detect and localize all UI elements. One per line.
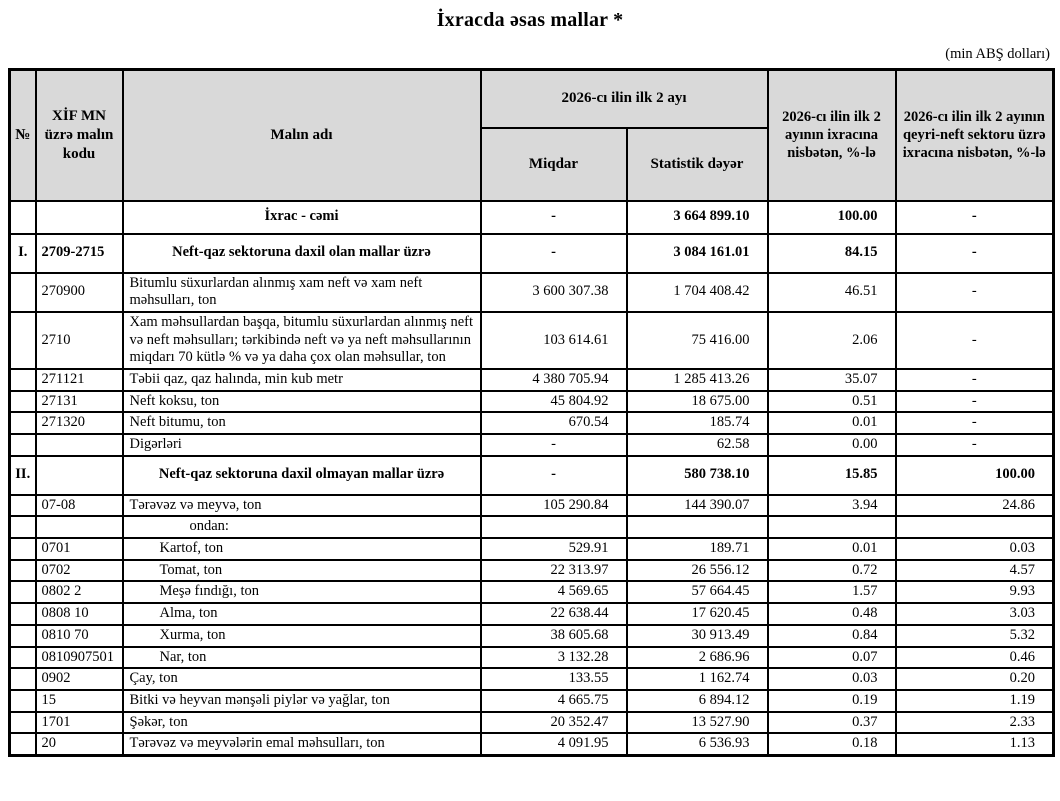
cell-name: Şəkər, ton xyxy=(123,712,481,734)
header-code: XİF MN üzrə malın kodu xyxy=(36,70,123,201)
cell-name: Xam məhsullardan başqa, bitumlu süxurlardan alınmış neft və neft məhsulları; tərkibində neft və ya neft məhsullarının miqdarı 70 kütlə % və ya daha çox olan məhsullar, ton xyxy=(123,312,481,369)
cell-value: 144 390.07 xyxy=(627,495,768,517)
cell-code: 20 xyxy=(36,733,123,755)
cell-value: 13 527.90 xyxy=(627,712,768,734)
cell-code xyxy=(36,516,123,538)
cell-share-total xyxy=(768,516,896,538)
cell-name: Digərləri xyxy=(123,434,481,456)
cell-share-nonoil: - xyxy=(896,312,1054,369)
cell-name: Alma, ton xyxy=(123,603,481,625)
cell-code xyxy=(36,201,123,234)
cell-share-nonoil: - xyxy=(896,369,1054,391)
header-share-nonoil: 2026-cı ilin ilk 2 ayının qeyri-neft sektoru üzrə ixracına nisbətən, %-lə xyxy=(896,70,1054,201)
cell-quantity: 4 091.95 xyxy=(481,733,627,755)
cell-num xyxy=(10,516,36,538)
table-row xyxy=(10,625,1054,647)
table-row xyxy=(10,712,1054,734)
cell-name: Meşə fındığı, ton xyxy=(123,581,481,603)
cell-num xyxy=(10,712,36,734)
cell-share-nonoil: - xyxy=(896,273,1054,312)
cell-code: 0902 xyxy=(36,668,123,690)
table-row xyxy=(10,516,1054,538)
cell-share-nonoil: - xyxy=(896,201,1054,234)
cell-code: 270900 xyxy=(36,273,123,312)
cell-share-total: 0.00 xyxy=(768,434,896,456)
cell-share-nonoil: 24.86 xyxy=(896,495,1054,517)
cell-name: İxrac - cəmi xyxy=(123,201,481,234)
cell-code: 0810907501 xyxy=(36,647,123,669)
cell-quantity: 3 132.28 xyxy=(481,647,627,669)
cell-code xyxy=(36,456,123,495)
cell-code: 27131 xyxy=(36,391,123,413)
cell-quantity: 133.55 xyxy=(481,668,627,690)
table-row xyxy=(10,495,1054,517)
cell-code: 0808 10 xyxy=(36,603,123,625)
table-row xyxy=(10,603,1054,625)
cell-value: 3 084 161.01 xyxy=(627,234,768,273)
cell-code: 0701 xyxy=(36,538,123,560)
cell-code: 15 xyxy=(36,690,123,712)
cell-share-nonoil: - xyxy=(896,434,1054,456)
table-row xyxy=(10,201,1054,234)
table-row xyxy=(10,434,1054,456)
table-row xyxy=(10,456,1054,495)
cell-num xyxy=(10,581,36,603)
cell-share-total: 2.06 xyxy=(768,312,896,369)
cell-num xyxy=(10,369,36,391)
cell-quantity: 105 290.84 xyxy=(481,495,627,517)
cell-value: 1 162.74 xyxy=(627,668,768,690)
cell-name: ondan: xyxy=(123,516,481,538)
cell-name: Xurma, ton xyxy=(123,625,481,647)
header-share-total: 2026-cı ilin ilk 2 ayının ixracına nisbətən, %-lə xyxy=(768,70,896,201)
cell-share-total: 0.19 xyxy=(768,690,896,712)
cell-share-nonoil: 4.57 xyxy=(896,560,1054,582)
cell-quantity: - xyxy=(481,456,627,495)
cell-num xyxy=(10,273,36,312)
cell-quantity: 670.54 xyxy=(481,412,627,434)
cell-value: 3 664 899.10 xyxy=(627,201,768,234)
cell-num xyxy=(10,647,36,669)
cell-quantity: 103 614.61 xyxy=(481,312,627,369)
cell-share-nonoil: 3.03 xyxy=(896,603,1054,625)
cell-share-total: 15.85 xyxy=(768,456,896,495)
cell-share-nonoil xyxy=(896,516,1054,538)
cell-value: 580 738.10 xyxy=(627,456,768,495)
cell-share-total: 0.72 xyxy=(768,560,896,582)
cell-share-total: 0.84 xyxy=(768,625,896,647)
cell-value: 6 536.93 xyxy=(627,733,768,755)
cell-num xyxy=(10,560,36,582)
table-row xyxy=(10,560,1054,582)
cell-value: 189.71 xyxy=(627,538,768,560)
cell-value: 17 620.45 xyxy=(627,603,768,625)
cell-share-nonoil: 100.00 xyxy=(896,456,1054,495)
cell-name: Çay, ton xyxy=(123,668,481,690)
cell-quantity: 4 569.65 xyxy=(481,581,627,603)
cell-value: 26 556.12 xyxy=(627,560,768,582)
cell-num xyxy=(10,391,36,413)
cell-name: Nar, ton xyxy=(123,647,481,669)
cell-code: 0802 2 xyxy=(36,581,123,603)
cell-quantity: 45 804.92 xyxy=(481,391,627,413)
cell-name: Tərəvəz və meyvə, ton xyxy=(123,495,481,517)
table-row xyxy=(10,273,1054,312)
cell-num: I. xyxy=(10,234,36,273)
cell-quantity: 22 313.97 xyxy=(481,560,627,582)
cell-num xyxy=(10,733,36,755)
table-row xyxy=(10,581,1054,603)
page-title: İxracda əsas mallar * xyxy=(436,9,624,31)
cell-code: 271320 xyxy=(36,412,123,434)
cell-name: Bitumlu süxurlardan alınmış xam neft və xam neft məhsulları, ton xyxy=(123,273,481,312)
table-row xyxy=(10,668,1054,690)
header-period-group: 2026-cı ilin ilk 2 ayı xyxy=(481,70,768,128)
cell-code: 1701 xyxy=(36,712,123,734)
table-body xyxy=(10,201,1054,756)
table-row xyxy=(10,234,1054,273)
cell-code: 271121 xyxy=(36,369,123,391)
cell-name: Bitki və heyvan mənşəli piylər və yağlar, ton xyxy=(123,690,481,712)
table-row xyxy=(10,538,1054,560)
table-row xyxy=(10,391,1054,413)
cell-num xyxy=(10,690,36,712)
table-row xyxy=(10,733,1054,755)
header-name: Malın adı xyxy=(123,70,481,201)
cell-name: Neft-qaz sektoruna daxil olan mallar üzrə xyxy=(123,234,481,273)
cell-code: 07-08 xyxy=(36,495,123,517)
cell-share-nonoil: 0.03 xyxy=(896,538,1054,560)
cell-share-nonoil: 5.32 xyxy=(896,625,1054,647)
cell-quantity: 529.91 xyxy=(481,538,627,560)
cell-value: 2 686.96 xyxy=(627,647,768,669)
cell-share-nonoil: 1.19 xyxy=(896,690,1054,712)
cell-num xyxy=(10,625,36,647)
cell-code: 2709-2715 xyxy=(36,234,123,273)
cell-code: 0702 xyxy=(36,560,123,582)
cell-quantity: 38 605.68 xyxy=(481,625,627,647)
cell-share-total: 0.18 xyxy=(768,733,896,755)
cell-name: Tərəvəz və meyvələrin emal məhsulları, ton xyxy=(123,733,481,755)
header-value: Statistik dəyər xyxy=(627,128,768,201)
cell-value: 75 416.00 xyxy=(627,312,768,369)
cell-name: Kartof, ton xyxy=(123,538,481,560)
cell-name: Təbii qaz, qaz halında, min kub metr xyxy=(123,369,481,391)
cell-num xyxy=(10,312,36,369)
cell-share-total: 0.03 xyxy=(768,668,896,690)
cell-share-total: 84.15 xyxy=(768,234,896,273)
table-row xyxy=(10,412,1054,434)
cell-quantity: 4 380 705.94 xyxy=(481,369,627,391)
cell-num xyxy=(10,434,36,456)
cell-share-nonoil: 9.93 xyxy=(896,581,1054,603)
cell-num xyxy=(10,495,36,517)
cell-quantity: - xyxy=(481,201,627,234)
table-row xyxy=(10,369,1054,391)
cell-value: 1 704 408.42 xyxy=(627,273,768,312)
cell-num xyxy=(10,668,36,690)
cell-value: 62.58 xyxy=(627,434,768,456)
cell-share-nonoil: 2.33 xyxy=(896,712,1054,734)
cell-code xyxy=(36,434,123,456)
cell-code: 0810 70 xyxy=(36,625,123,647)
cell-quantity xyxy=(481,516,627,538)
cell-num xyxy=(10,412,36,434)
cell-share-total: 0.48 xyxy=(768,603,896,625)
cell-share-nonoil: 0.20 xyxy=(896,668,1054,690)
cell-share-total: 0.51 xyxy=(768,391,896,413)
cell-value: 1 285 413.26 xyxy=(627,369,768,391)
cell-share-nonoil: - xyxy=(896,391,1054,413)
cell-value: 6 894.12 xyxy=(627,690,768,712)
cell-quantity: - xyxy=(481,234,627,273)
header-quantity: Miqdar xyxy=(481,128,627,201)
cell-quantity: 3 600 307.38 xyxy=(481,273,627,312)
table-row xyxy=(10,690,1054,712)
cell-share-nonoil: 1.13 xyxy=(896,733,1054,755)
cell-code: 2710 xyxy=(36,312,123,369)
cell-num xyxy=(10,538,36,560)
cell-num xyxy=(10,201,36,234)
cell-share-total: 0.01 xyxy=(768,538,896,560)
cell-quantity: - xyxy=(481,434,627,456)
cell-name: Neft bitumu, ton xyxy=(123,412,481,434)
cell-share-total: 100.00 xyxy=(768,201,896,234)
cell-num: II. xyxy=(10,456,36,495)
cell-share-total: 0.01 xyxy=(768,412,896,434)
cell-quantity: 20 352.47 xyxy=(481,712,627,734)
table-header xyxy=(10,70,1054,201)
cell-name: Neft koksu, ton xyxy=(123,391,481,413)
cell-share-total: 1.57 xyxy=(768,581,896,603)
cell-share-nonoil: - xyxy=(896,412,1054,434)
cell-share-total: 35.07 xyxy=(768,369,896,391)
cell-value xyxy=(627,516,768,538)
cell-value: 18 675.00 xyxy=(627,391,768,413)
table-row xyxy=(10,312,1054,369)
cell-name: Tomat, ton xyxy=(123,560,481,582)
table-row xyxy=(10,647,1054,669)
cell-share-nonoil: 0.46 xyxy=(896,647,1054,669)
cell-share-total: 0.37 xyxy=(768,712,896,734)
cell-share-total: 46.51 xyxy=(768,273,896,312)
cell-name: Neft-qaz sektoruna daxil olmayan mallar üzrə xyxy=(123,456,481,495)
cell-quantity: 22 638.44 xyxy=(481,603,627,625)
cell-share-nonoil: - xyxy=(896,234,1054,273)
unit-note: (min ABŞ dolları) xyxy=(945,46,1050,62)
cell-value: 30 913.49 xyxy=(627,625,768,647)
exports-table xyxy=(8,68,1055,757)
cell-value: 185.74 xyxy=(627,412,768,434)
cell-share-total: 0.07 xyxy=(768,647,896,669)
header-num: № xyxy=(10,70,36,201)
cell-value: 57 664.45 xyxy=(627,581,768,603)
cell-num xyxy=(10,603,36,625)
cell-share-total: 3.94 xyxy=(768,495,896,517)
cell-quantity: 4 665.75 xyxy=(481,690,627,712)
